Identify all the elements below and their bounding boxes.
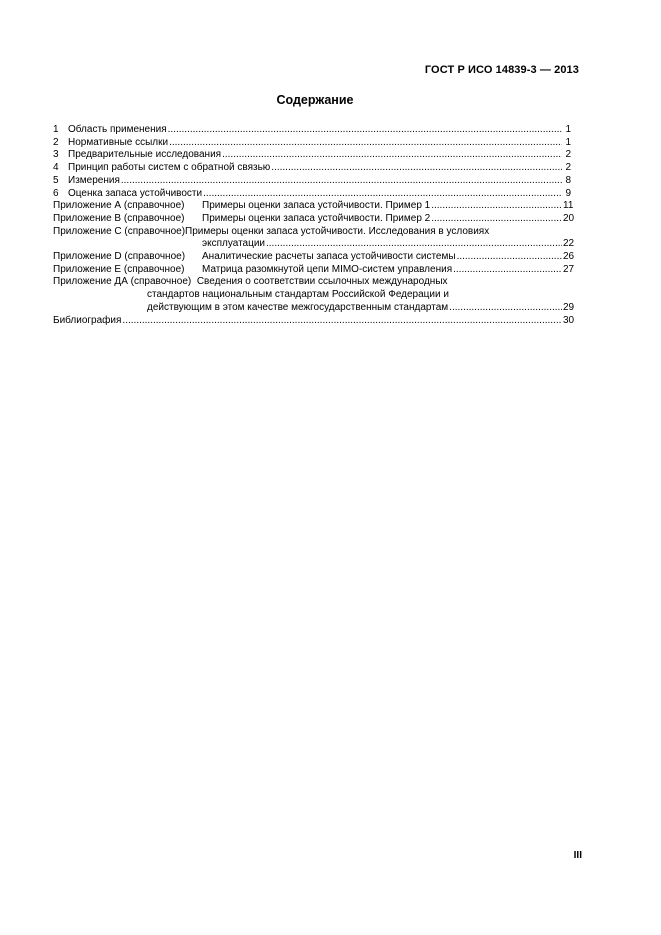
toc-leader-dots: [457, 251, 562, 264]
toc-entry-number: 3: [53, 149, 59, 161]
toc-leader-dots: [168, 124, 562, 137]
toc-entry-page: 26: [563, 251, 575, 263]
appendix-title-line2: стандартов национальным стандартам Российской Федерации и: [147, 289, 449, 301]
toc-leader-dots: [453, 264, 562, 277]
toc-appendix-da-line2: [53, 289, 571, 302]
toc-leader-dots: [431, 200, 562, 213]
toc-entry-page: 2: [565, 149, 571, 161]
appendix-title-line3: действующим в этом качестве межгосударственным стандартам: [147, 301, 449, 313]
toc-entry-page: 9: [565, 187, 571, 199]
toc-appendix-e[interactable]: [53, 263, 575, 277]
toc-leader-dots: [271, 162, 562, 175]
toc-entry[interactable]: [53, 188, 571, 201]
bibliography-title: Библиография: [53, 314, 122, 326]
toc-entry[interactable]: [53, 137, 571, 150]
toc-appendix-c[interactable]: [53, 226, 571, 239]
toc-leader-dots: [266, 238, 562, 251]
appendix-title: Примеры оценки запаса устойчивости. Пример 2: [202, 212, 431, 224]
toc-title: Содержание: [276, 93, 354, 107]
toc-entry-title: Измерения: [68, 174, 120, 186]
toc-entry-page: 30: [563, 314, 575, 326]
toc-entry[interactable]: [53, 175, 571, 188]
toc-entry[interactable]: [53, 124, 571, 137]
toc-leader-dots: [169, 137, 562, 150]
appendix-label: Приложение ДА (справочное): [53, 276, 192, 288]
toc-entry-page: 8: [565, 174, 571, 186]
toc-entry-page: 29: [563, 301, 575, 313]
toc-leader-dots: [222, 149, 562, 162]
toc-entry-page: 1: [565, 124, 571, 135]
toc-entry-number: 4: [53, 162, 59, 174]
appendix-title: Аналитические расчеты запаса устойчивости системы: [202, 251, 456, 263]
appendix-title-line2: эксплуатации: [202, 238, 265, 250]
toc-leader-dots: [431, 213, 562, 226]
appendix-title-line1: Примеры оценки запаса устойчивости. Исследования в условиях: [185, 225, 490, 237]
document-code: ГОСТ Р ИСО 14839-3 — 2013: [424, 64, 579, 76]
toc-leader-dots: [203, 188, 562, 201]
toc-appendix-da-line3[interactable]: [53, 301, 575, 315]
appendix-label: Приложение А (справочное): [53, 200, 185, 212]
appendix-label: Приложение С (справочное): [53, 225, 186, 237]
toc-appendix-da[interactable]: [53, 276, 571, 289]
appendix-label: Приложение Е (справочное): [53, 263, 185, 275]
table-of-contents: [53, 124, 575, 327]
appendix-label: Приложение D (справочное): [53, 251, 186, 263]
toc-entry-page: 22: [563, 238, 575, 250]
toc-entry-page: 27: [563, 263, 575, 275]
toc-entry-title: Оценка запаса устойчивости: [68, 187, 203, 199]
toc-entry-number: 5: [53, 174, 59, 186]
toc-entry-number: 1: [53, 124, 59, 135]
toc-entry-title: Принцип работы систем с обратной связью: [68, 162, 271, 174]
toc-entry-page: 2: [565, 162, 571, 174]
toc-entry-title: Нормативные ссылки: [68, 136, 169, 148]
toc-entry-page: 20: [563, 212, 575, 224]
toc-entry[interactable]: [53, 149, 571, 162]
toc-leader-dots: [449, 302, 562, 315]
page-number: III: [573, 850, 582, 861]
appendix-title: Примеры оценки запаса устойчивости. Пример 1: [202, 200, 431, 212]
appendix-title-line1: Сведения о соответствии ссылочных международных: [196, 276, 448, 288]
toc-entry-page: 1: [565, 136, 571, 148]
toc-leader-dots: [122, 315, 562, 328]
appendix-title: Матрица разомкнутой цепи MIMO-систем управления: [202, 263, 453, 275]
toc-appendix-a[interactable]: [53, 200, 574, 213]
toc-appendix-d[interactable]: [53, 251, 575, 264]
toc-entry-number: 6: [53, 187, 59, 199]
toc-appendix-b[interactable]: [53, 212, 575, 226]
toc-entry-title: Область применения: [68, 124, 167, 135]
toc-entry-number: 2: [53, 136, 59, 148]
toc-bibliography[interactable]: [53, 314, 575, 328]
toc-entry[interactable]: [53, 162, 571, 175]
toc-leader-dots: [121, 175, 562, 188]
appendix-label: Приложение В (справочное): [53, 212, 185, 224]
toc-entry-title: Предварительные исследования: [68, 149, 222, 161]
toc-appendix-c-continuation[interactable]: [53, 238, 575, 251]
toc-entry-page: 11: [563, 200, 574, 212]
